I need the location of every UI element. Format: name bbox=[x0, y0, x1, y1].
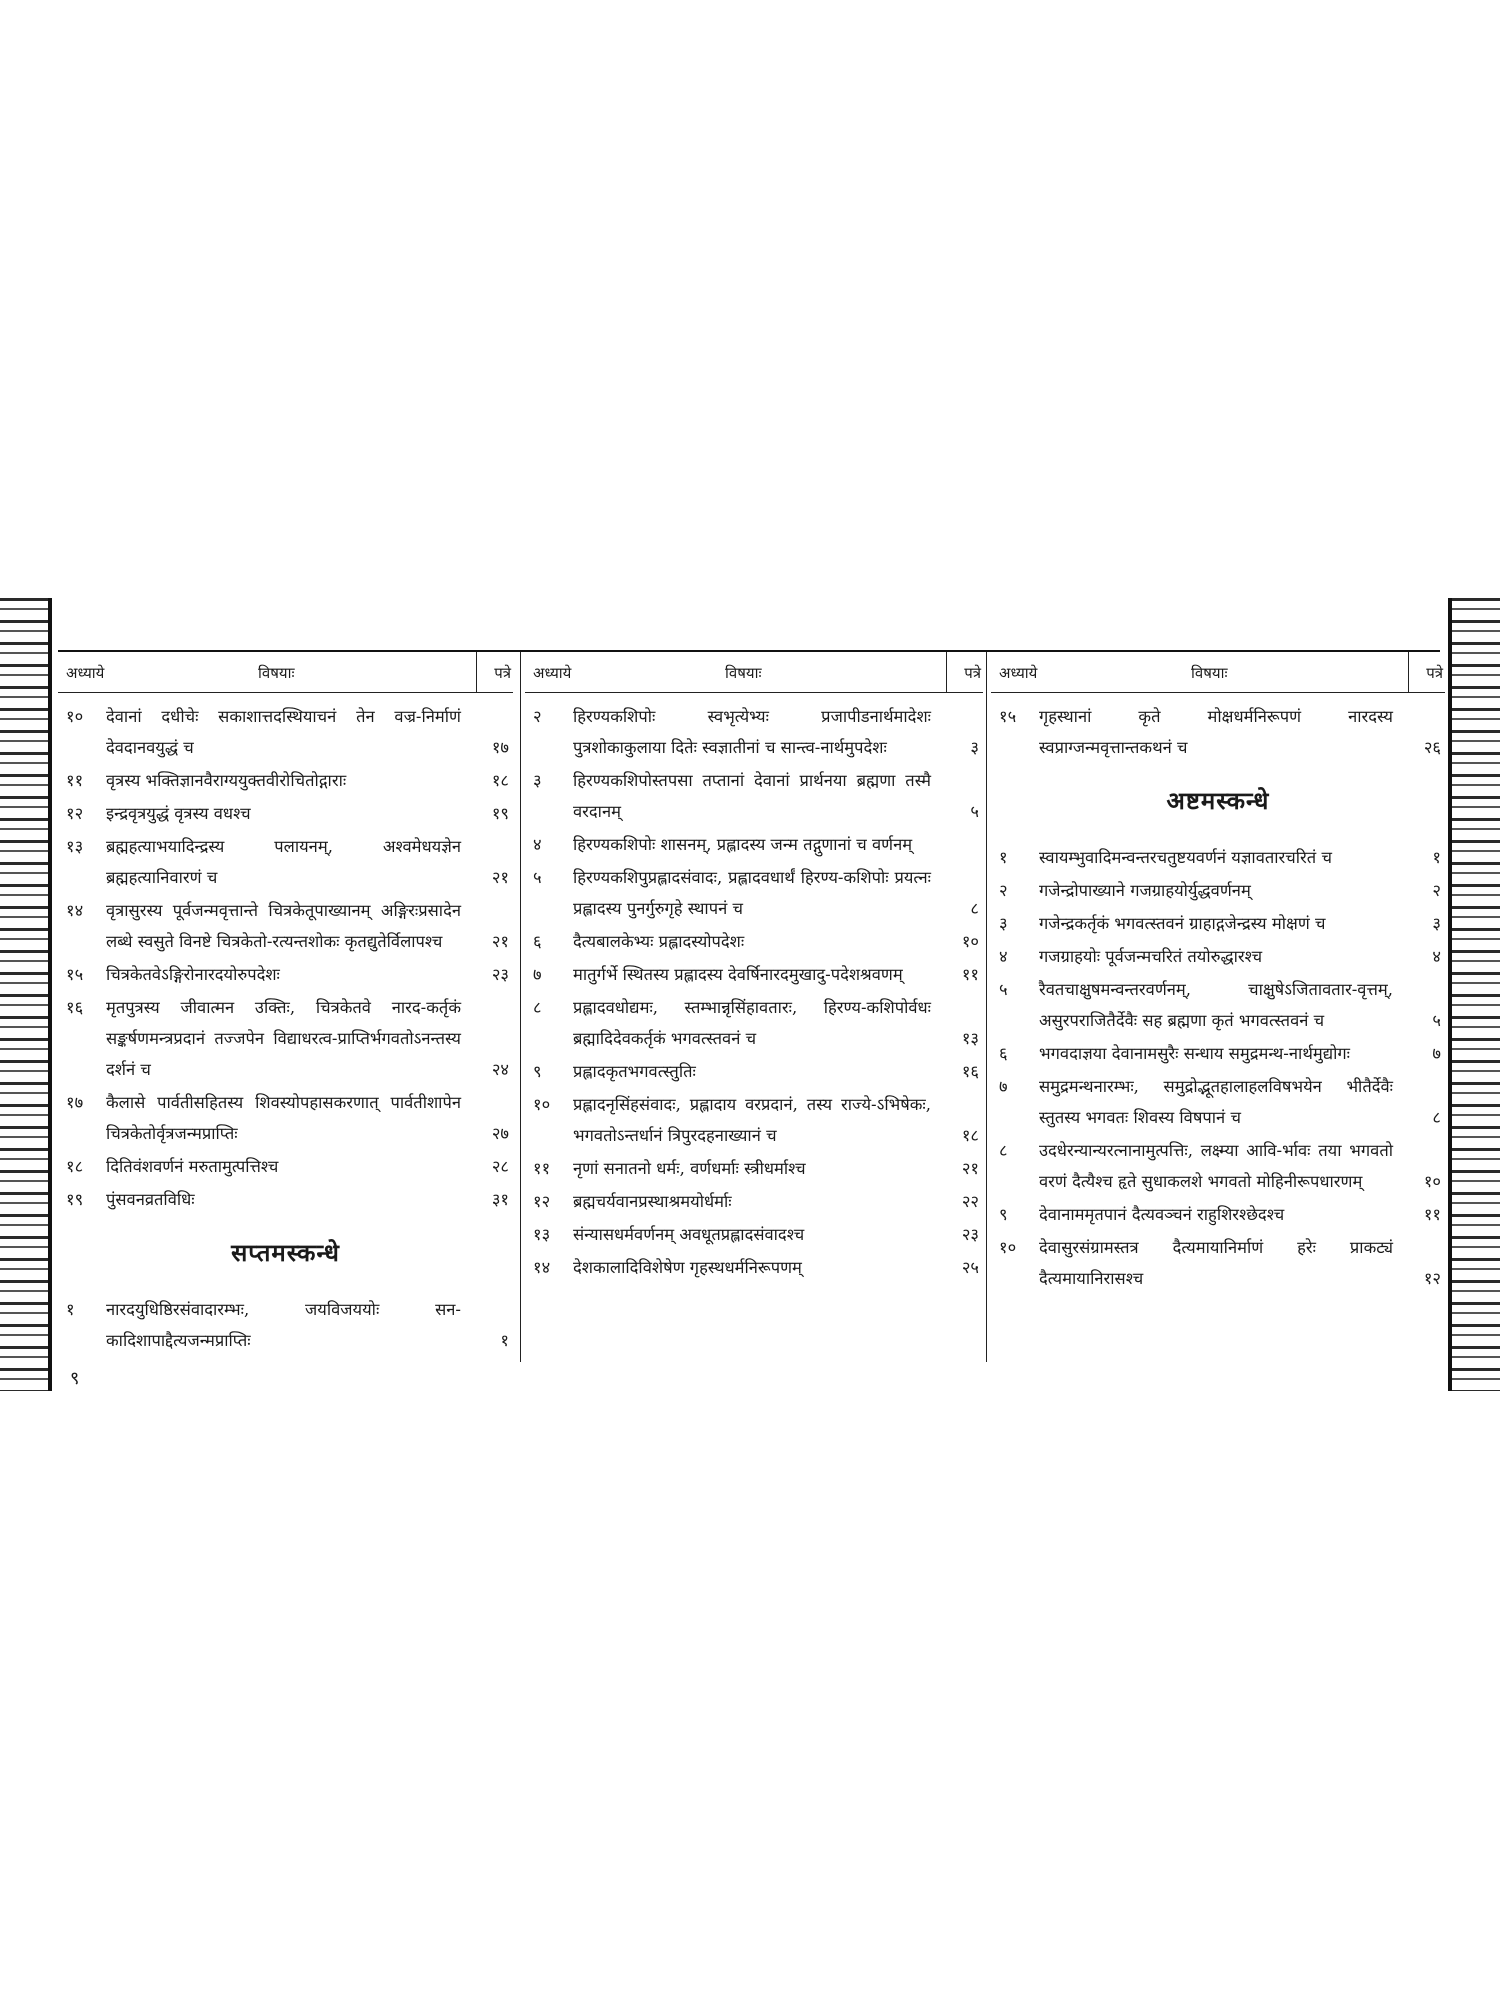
toc-entry bbox=[991, 1232, 1445, 1294]
decorative-border-right bbox=[1448, 598, 1500, 1391]
toc-entry bbox=[991, 908, 1445, 939]
page-ref: २१ bbox=[491, 868, 509, 887]
chapter-number: १५ bbox=[999, 707, 1017, 726]
chapter-number: १४ bbox=[66, 901, 84, 920]
chapter-subject: प्रह्लादनृसिंहसंवादः, प्रह्लादाय वरप्रदानं, तस्य राज्ये-ऽभिषेकः, भगवतोऽन्तर्धानं त्रिपुरदहनाख्यानं च bbox=[573, 1095, 931, 1145]
chapter-number: ५ bbox=[533, 868, 542, 887]
column-2 bbox=[520, 652, 983, 1362]
header-subject: विषयाः bbox=[725, 664, 762, 682]
chapter-subject: मृतपुत्रस्य जीवात्मन उक्तिः, चित्रकेतवे नारद-कर्तृकं सङ्कर्षणमन्त्रप्रदानं तज्जपेन विद्याधरत्व-प्राप्तिर्भगवतोऽनन्तस्य दर्शनं च bbox=[106, 998, 461, 1079]
page-ref: १६ bbox=[961, 1062, 979, 1081]
header-divider bbox=[1408, 652, 1409, 692]
page-ref: १० bbox=[961, 932, 979, 951]
page-ref: २२ bbox=[961, 1192, 979, 1211]
page-ref: ११ bbox=[1423, 1205, 1441, 1224]
chapter-number: ६ bbox=[533, 932, 542, 951]
chapter-subject: वृत्रासुरस्य पूर्वजन्मवृत्तान्ते चित्रकेतूपाख्यानम् अङ्गिरःप्रसादेन लब्धे स्वसुते विनष्टे चित्रकेतो-रत्यन्तशोकः कृतद्युतेर्विलापश्च bbox=[106, 901, 461, 951]
chapter-subject: मातुर्गर्भे स्थितस्य प्रह्लादस्य देवर्षिनारदमुखादु-पदेशश्रवणम् bbox=[573, 965, 903, 984]
chapter-number: २ bbox=[533, 707, 542, 726]
toc-entry bbox=[58, 992, 513, 1085]
chapter-number: ४ bbox=[999, 947, 1008, 966]
chapter-number: १५ bbox=[66, 965, 84, 984]
chapter-number: ७ bbox=[533, 965, 542, 984]
page-ref: १७ bbox=[491, 738, 509, 757]
chapter-subject: ब्रह्मचर्यवानप्रस्थाश्रमयोर्धर्माः bbox=[573, 1192, 732, 1211]
chapter-subject: देशकालादिविशेषेण गृहस्थधर्मनिरूपणम् bbox=[573, 1258, 802, 1277]
header-divider bbox=[946, 652, 947, 692]
toc-entry bbox=[58, 701, 513, 763]
chapter-subject: वृत्रस्य भक्तिज्ञानवैराग्ययुक्तवीरोचितोद्गाराः bbox=[106, 771, 347, 790]
page-ref: २६ bbox=[1423, 738, 1441, 757]
chapter-subject: नृणां सनातनो धर्मः, वर्णधर्माः स्त्रीधर्माश्च bbox=[573, 1159, 806, 1178]
page-ref: १३ bbox=[961, 1029, 979, 1048]
chapter-subject: देवानां दधीचेः सकाशात्तदस्थियाचनं तेन वज्र-निर्माणं देवदानवयुद्धं च bbox=[106, 707, 461, 757]
toc-entry bbox=[991, 1038, 1445, 1069]
chapter-subject: उदधेरन्यान्यरत्नानामुत्पत्तिः, लक्ष्म्या आवि-र्भावः तया भगवतो वरणं दैत्यैश्च हृते सुधाकलशे भगवतो मोहिनीरूपधारणम् bbox=[1039, 1141, 1393, 1191]
header-chapter: अध्याये bbox=[999, 664, 1038, 682]
page-ref: २१ bbox=[491, 932, 509, 951]
page-ref: १९ bbox=[491, 804, 509, 823]
chapter-number: ११ bbox=[533, 1159, 551, 1178]
page-ref: २१ bbox=[961, 1159, 979, 1178]
header-page: पत्रे bbox=[1426, 664, 1443, 682]
chapter-number: ५ bbox=[999, 980, 1008, 999]
page-ref: १० bbox=[1423, 1172, 1441, 1191]
toc-entry bbox=[525, 1219, 983, 1250]
toc-entry bbox=[991, 1199, 1445, 1230]
page-ref: २ bbox=[1432, 881, 1441, 900]
toc-entry bbox=[991, 1071, 1445, 1133]
chapter-number: ९ bbox=[999, 1205, 1008, 1224]
section-title: अष्टमस्कन्धे bbox=[1166, 786, 1270, 815]
page-ref: ८ bbox=[1432, 1108, 1441, 1127]
toc-entry bbox=[525, 992, 983, 1054]
toc-entry bbox=[58, 798, 513, 829]
toc-entry bbox=[525, 1056, 983, 1087]
chapter-subject: चित्रकेतवेऽङ्गिरोनारदयोरुपदेशः bbox=[106, 965, 280, 984]
chapter-number: १० bbox=[66, 707, 84, 726]
page-ref: ११ bbox=[961, 965, 979, 984]
chapter-number: १२ bbox=[66, 804, 84, 823]
chapter-number: १३ bbox=[66, 837, 84, 856]
chapter-subject: रैवतचाक्षुषमन्वन्तरवर्णनम्, चाक्षुषेऽजितावतार-वृत्तम्, असुरपराजितैर्देवैः सह ब्रह्मणा कृतं भगवत्स्तवनं च bbox=[1039, 980, 1393, 1030]
page-ref: ७ bbox=[1432, 1044, 1441, 1063]
contents-table bbox=[58, 650, 1443, 1362]
header-chapter: अध्याये bbox=[66, 664, 105, 682]
section-title: सप्तमस्कन्धे bbox=[231, 1238, 340, 1267]
toc-entry bbox=[991, 941, 1445, 972]
chapter-subject: संन्यासधर्मवर्णनम् अवधूतप्रह्लादसंवादश्च bbox=[573, 1225, 805, 1244]
header-chapter: अध्याये bbox=[533, 664, 572, 682]
page-ref: ३ bbox=[1432, 914, 1441, 933]
chapter-number: ९ bbox=[533, 1062, 542, 1081]
header-divider bbox=[476, 652, 477, 692]
toc-entry bbox=[525, 926, 983, 957]
chapter-subject: हिरण्यकशिपोस्तपसा तप्तानां देवानां प्रार्थनया ब्रह्मणा तस्मै वरदानम् bbox=[573, 771, 931, 821]
toc-entry bbox=[525, 959, 983, 990]
toc-entry bbox=[991, 1135, 1445, 1197]
page-ref: २७ bbox=[491, 1124, 509, 1143]
chapter-subject: नारदयुधिष्ठिरसंवादारम्भः, जयविजययोः सन-कादिशापाद्दैत्यजन्मप्राप्तिः bbox=[106, 1300, 461, 1350]
chapter-subject: दितिवंशवर्णनं मरुतामुत्पत्तिश्च bbox=[106, 1157, 279, 1176]
chapter-subject: देवानाममृतपानं दैत्यवञ्चनं राहुशिरश्छेदश्च bbox=[1039, 1205, 1285, 1224]
toc-entry bbox=[991, 875, 1445, 906]
page-ref: २३ bbox=[961, 1225, 979, 1244]
column-entries bbox=[991, 693, 1445, 763]
chapter-subject: प्रह्लादवधोद्यमः, स्तम्भान्नृसिंहावतारः, हिरण्य-कशिपोर्वधः ब्रह्मादिदेवकर्तृकं भगवत्स्तवनं च bbox=[573, 998, 931, 1048]
toc-entry bbox=[58, 959, 513, 990]
chapter-number: १३ bbox=[533, 1225, 551, 1244]
column-entries bbox=[58, 693, 513, 1215]
chapter-subject: गृहस्थानां कृते मोक्षधर्मनिरूपणं नारदस्य स्वप्राग्जन्मवृत्तान्तकथनं च bbox=[1039, 707, 1393, 757]
chapter-number: ८ bbox=[999, 1141, 1008, 1160]
column-3 bbox=[986, 652, 1445, 1362]
chapter-subject: दैत्यबालकेभ्यः प्रह्लादस्योपदेशः bbox=[573, 932, 745, 951]
chapter-number: १७ bbox=[66, 1093, 84, 1112]
page-ref: ५ bbox=[970, 802, 979, 821]
chapter-number: १० bbox=[533, 1095, 551, 1114]
chapter-number: १४ bbox=[533, 1258, 551, 1277]
chapter-number: १ bbox=[999, 848, 1008, 867]
chapter-number: १२ bbox=[533, 1192, 551, 1211]
column-entries bbox=[525, 693, 983, 1283]
toc-entry bbox=[525, 1153, 983, 1184]
page-ref: २५ bbox=[961, 1258, 979, 1277]
chapter-subject: गजग्राहयोः पूर्वजन्मचरितं तयोरुद्धारश्च bbox=[1039, 947, 1263, 966]
page-ref: १८ bbox=[491, 771, 509, 790]
chapter-subject: भगवदाज्ञया देवानामसुरैः सन्धाय समुद्रमन्थ-नार्थमुद्योगः bbox=[1039, 1044, 1351, 1063]
page-ref: ८ bbox=[970, 899, 979, 918]
chapter-subject: इन्द्रवृत्रयुद्धं वृत्रस्य वधश्च bbox=[106, 804, 251, 823]
page-ref: १ bbox=[500, 1331, 509, 1350]
chapter-subject: देवासुरसंग्रामस्तत्र दैत्यमायानिर्माणं हरेः प्राकट्यं दैत्यमायानिरासश्च bbox=[1039, 1238, 1393, 1288]
decorative-border-left bbox=[0, 598, 52, 1391]
page-ref: २३ bbox=[491, 965, 509, 984]
page-ref: १ bbox=[1432, 848, 1441, 867]
toc-entry bbox=[525, 1186, 983, 1217]
toc-entry bbox=[58, 895, 513, 957]
chapter-number: १९ bbox=[66, 1190, 84, 1209]
page-ref: १८ bbox=[961, 1126, 979, 1145]
chapter-subject: गजेन्द्रकर्तृकं भगवत्स्तवनं ग्राहाद्गजेन्द्रस्य मोक्षणं च bbox=[1039, 914, 1326, 933]
chapter-subject: हिरण्यकशिपुप्रह्लादसंवादः, प्रह्लादवधार्थं हिरण्य-कशिपोः प्रयत्नः प्रह्लादस्य पुनर्गुरुगृहे स्थापनं च bbox=[573, 868, 931, 918]
toc-entry bbox=[58, 1087, 513, 1149]
toc-entry bbox=[991, 701, 1445, 763]
header-subject: विषयाः bbox=[258, 664, 295, 682]
chapter-number: ८ bbox=[533, 998, 542, 1017]
chapter-subject: कैलासे पार्वतीसहितस्य शिवस्योपहासकरणात् पार्वतीशापेन चित्रकेतोर्वृत्रजन्मप्राप्तिः bbox=[106, 1093, 461, 1143]
chapter-number: ३ bbox=[999, 914, 1008, 933]
chapter-subject: समुद्रमन्थनारम्भः, समुद्रोद्भूतहालाहलविषभयेन भीतैर्देवैः स्तुतस्य भगवतः शिवस्य विषपानं च bbox=[1039, 1077, 1393, 1127]
toc-entry bbox=[525, 701, 983, 763]
page-ref: ३१ bbox=[491, 1190, 509, 1209]
page-ref: ३ bbox=[970, 738, 979, 757]
chapter-number: ३ bbox=[533, 771, 542, 790]
toc-entry bbox=[58, 831, 513, 893]
page-ref: ४ bbox=[1432, 947, 1441, 966]
column-1 bbox=[58, 652, 513, 1362]
toc-entry bbox=[525, 1089, 983, 1151]
toc-entry bbox=[525, 1252, 983, 1283]
toc-entry bbox=[58, 1294, 513, 1356]
chapter-subject: हिरण्यकशिपोः शासनम्, प्रह्लादस्य जन्म तद्गुणानां च वर्णनम् bbox=[573, 835, 913, 854]
header-page: पत्रे bbox=[964, 664, 981, 682]
chapter-number: १० bbox=[999, 1238, 1017, 1257]
chapter-number: १८ bbox=[66, 1157, 84, 1176]
page-ref: २८ bbox=[491, 1157, 509, 1176]
chapter-subject: स्वायम्भुवादिमन्वन्तरचतुष्टयवर्णनं यज्ञावतारचरितं च bbox=[1039, 848, 1332, 867]
toc-entry bbox=[58, 1151, 513, 1182]
page-ref: २४ bbox=[491, 1060, 509, 1079]
header-page: पत्रे bbox=[494, 664, 511, 682]
column-header bbox=[525, 652, 983, 693]
toc-entry bbox=[991, 842, 1445, 873]
header-subject: विषयाः bbox=[1191, 664, 1228, 682]
toc-entry bbox=[58, 1184, 513, 1215]
toc-entry bbox=[525, 765, 983, 827]
column-header bbox=[58, 652, 513, 693]
chapter-number: ११ bbox=[66, 771, 84, 790]
chapter-number: २ bbox=[999, 881, 1008, 900]
page-ref: १२ bbox=[1423, 1269, 1441, 1288]
page-ref: ५ bbox=[1432, 1011, 1441, 1030]
toc-entry bbox=[991, 974, 1445, 1036]
chapter-number: ७ bbox=[999, 1077, 1008, 1096]
column-entries-after bbox=[991, 834, 1445, 1294]
chapter-number: ६ bbox=[999, 1044, 1008, 1063]
chapter-subject: हिरण्यकशिपोः स्वभृत्येभ्यः प्रजापीडनार्थमादेशः पुत्रशोकाकुलाया दितेः स्वज्ञातीनां च सान्त्व-नार्थमुपदेशः bbox=[573, 707, 931, 757]
chapter-subject: गजेन्द्रोपाख्याने गजग्राहयोर्युद्धवर्णनम् bbox=[1039, 881, 1251, 900]
toc-entry bbox=[525, 862, 983, 924]
toc-entry bbox=[525, 829, 983, 860]
chapter-subject: पुंसवनव्रतविधिः bbox=[106, 1190, 195, 1209]
column-entries-after bbox=[58, 1286, 513, 1356]
chapter-number: १ bbox=[66, 1300, 75, 1319]
chapter-number: ४ bbox=[533, 835, 542, 854]
toc-entry bbox=[58, 765, 513, 796]
chapter-subject: प्रह्लादकृतभगवत्स्तुतिः bbox=[573, 1062, 696, 1081]
page-number: ९ bbox=[70, 1368, 80, 1389]
column-header bbox=[991, 652, 1445, 693]
chapter-number: १६ bbox=[66, 998, 84, 1017]
chapter-subject: ब्रह्महत्याभयादिन्द्रस्य पलायनम्, अश्वमेधयज्ञेन ब्रह्महत्यानिवारणं च bbox=[106, 837, 461, 887]
